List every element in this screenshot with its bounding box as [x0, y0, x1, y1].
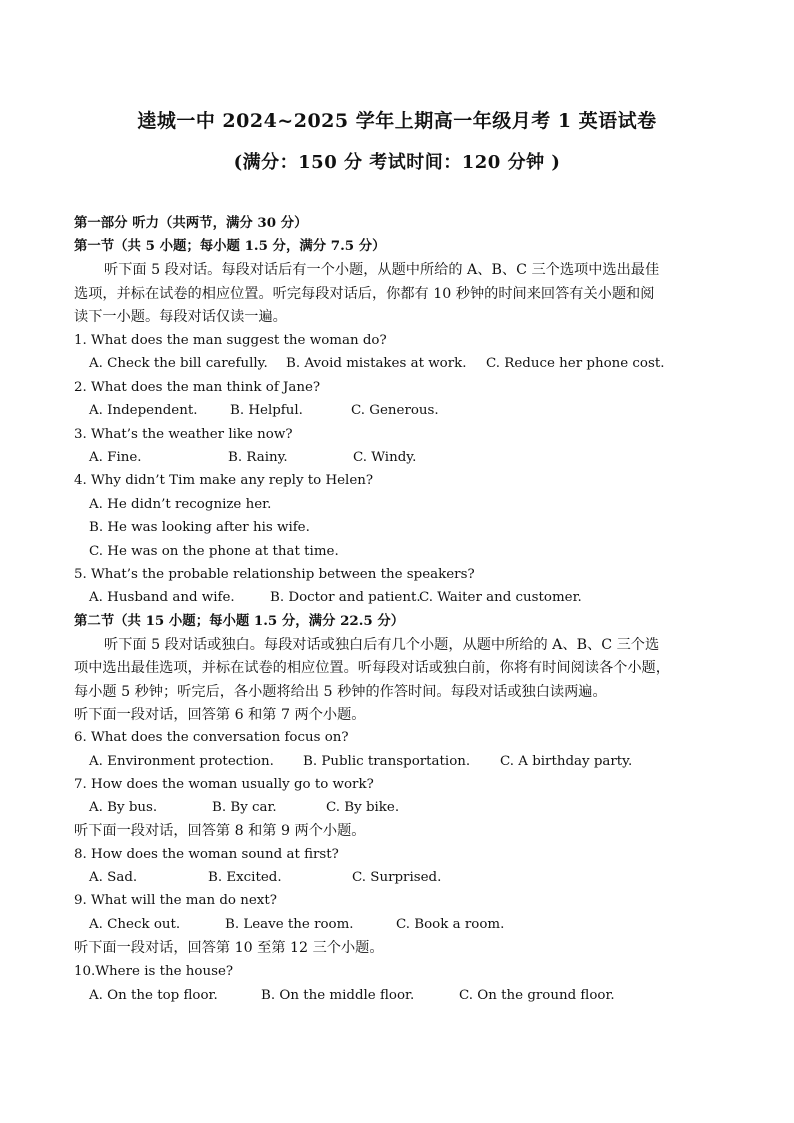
question-8: 8. How does the woman sound at first? — [74, 847, 339, 862]
section1-instruction-line: 听下面 5 段对话。每段对话后有一个小题，从题中所给的 A、B、C 三个选项中选出最佳 — [104, 262, 660, 278]
option-a: A. Husband and wife. — [89, 590, 235, 605]
option-a: A. Fine. — [89, 450, 142, 465]
exam-title: 逵城一中 2024~2025 学年上期高一年级月考 1 英语试卷 — [137, 110, 657, 132]
section1-instruction-line: 读下一小题。每段对话仅读一遍。 — [74, 309, 287, 325]
option-a: A. On the top floor. — [89, 988, 218, 1003]
question-2: 2. What does the man think of Jane? — [74, 380, 321, 395]
section2-instruction-line: 每小题 5 秒钟；听完后，各小题将给出 5 秒钟的作答时间。每段对话或独白读两遍。 — [74, 684, 607, 700]
option-b: B. By car. — [212, 800, 277, 815]
option-c: C. Windy. — [353, 450, 417, 465]
option-a: A. Check the bill carefully. — [89, 356, 268, 371]
section2-instruction-line: 项中选出最佳选项，并标在试卷的相应位置。听每段对话或独白前，你将有时间阅读各个小题， — [74, 660, 670, 676]
option-b: B. Rainy. — [228, 450, 288, 465]
part1-heading: 第一部分 听力（共两节，满分 30 分） — [74, 215, 308, 231]
question-10: 10.Where is the house? — [74, 964, 234, 979]
listening-prompt: 听下面一段对话，回答第 8 和第 9 两个小题。 — [74, 823, 366, 839]
option-c: C. Book a room. — [396, 917, 505, 932]
question-1: 1. What does the man suggest the woman do? — [74, 333, 387, 348]
question-5: 5. What’s the probable relationship between the speakers? — [74, 567, 475, 582]
section1-instruction-line: 选项，并标在试卷的相应位置。听完每段对话后，你都有 10 秒钟的时间来回答有关小题和阅 — [74, 286, 655, 302]
question-4: 4. Why didn’t Tim make any reply to Helen? — [74, 473, 374, 488]
option-c: C. On the ground floor. — [459, 988, 615, 1003]
option-b: B. Excited. — [208, 870, 282, 885]
question-9: 9. What will the man do next? — [74, 893, 277, 908]
option-b: B. Avoid mistakes at work. — [286, 356, 467, 371]
question-7: 7. How does the woman usually go to work? — [74, 777, 374, 792]
option-c: C. Reduce her phone cost. — [486, 356, 665, 371]
option-b: B. Doctor and patient. — [270, 590, 421, 605]
option-b: B. Leave the room. — [225, 917, 354, 932]
listening-prompt: 听下面一段对话，回答第 10 至第 12 三个小题。 — [74, 940, 384, 956]
option-c: C. A birthday party. — [500, 754, 633, 769]
option-b: B. On the middle floor. — [261, 988, 415, 1003]
listening-prompt: 听下面一段对话，回答第 6 和第 7 两个小题。 — [74, 707, 366, 723]
option-a: A. He didn’t recognize her. — [89, 497, 272, 512]
section2-instruction-line: 听下面 5 段对话或独白。每段对话或独白后有几个小题，从题中所给的 A、B、C 三个选 — [104, 637, 660, 653]
option-b: B. He was looking after his wife. — [89, 520, 310, 535]
option-a: A. Independent. — [89, 403, 198, 418]
option-a: A. Check out. — [89, 917, 181, 932]
option-a: A. Environment protection. — [89, 754, 274, 769]
question-3: 3. What’s the weather like now? — [74, 427, 293, 442]
exam-subtitle: (满分：150 分 考试时间：120 分钟 ) — [233, 152, 561, 173]
section1-heading: 第一节（共 5 小题；每小题 1.5 分，满分 7.5 分） — [74, 238, 386, 254]
option-c: C. Waiter and customer. — [419, 590, 582, 605]
option-c: C. Generous. — [351, 403, 439, 418]
option-c: C. By bike. — [326, 800, 400, 815]
option-a: A. Sad. — [89, 870, 138, 885]
option-c: C. Surprised. — [352, 870, 442, 885]
question-6: 6. What does the conversation focus on? — [74, 730, 349, 745]
option-c: C. He was on the phone at that time. — [89, 544, 339, 559]
option-a: A. By bus. — [89, 800, 158, 815]
option-b: B. Helpful. — [230, 403, 303, 418]
option-b: B. Public transportation. — [303, 754, 471, 769]
section2-heading: 第二节（共 15 小题；每小题 1.5 分，满分 22.5 分） — [74, 613, 405, 629]
